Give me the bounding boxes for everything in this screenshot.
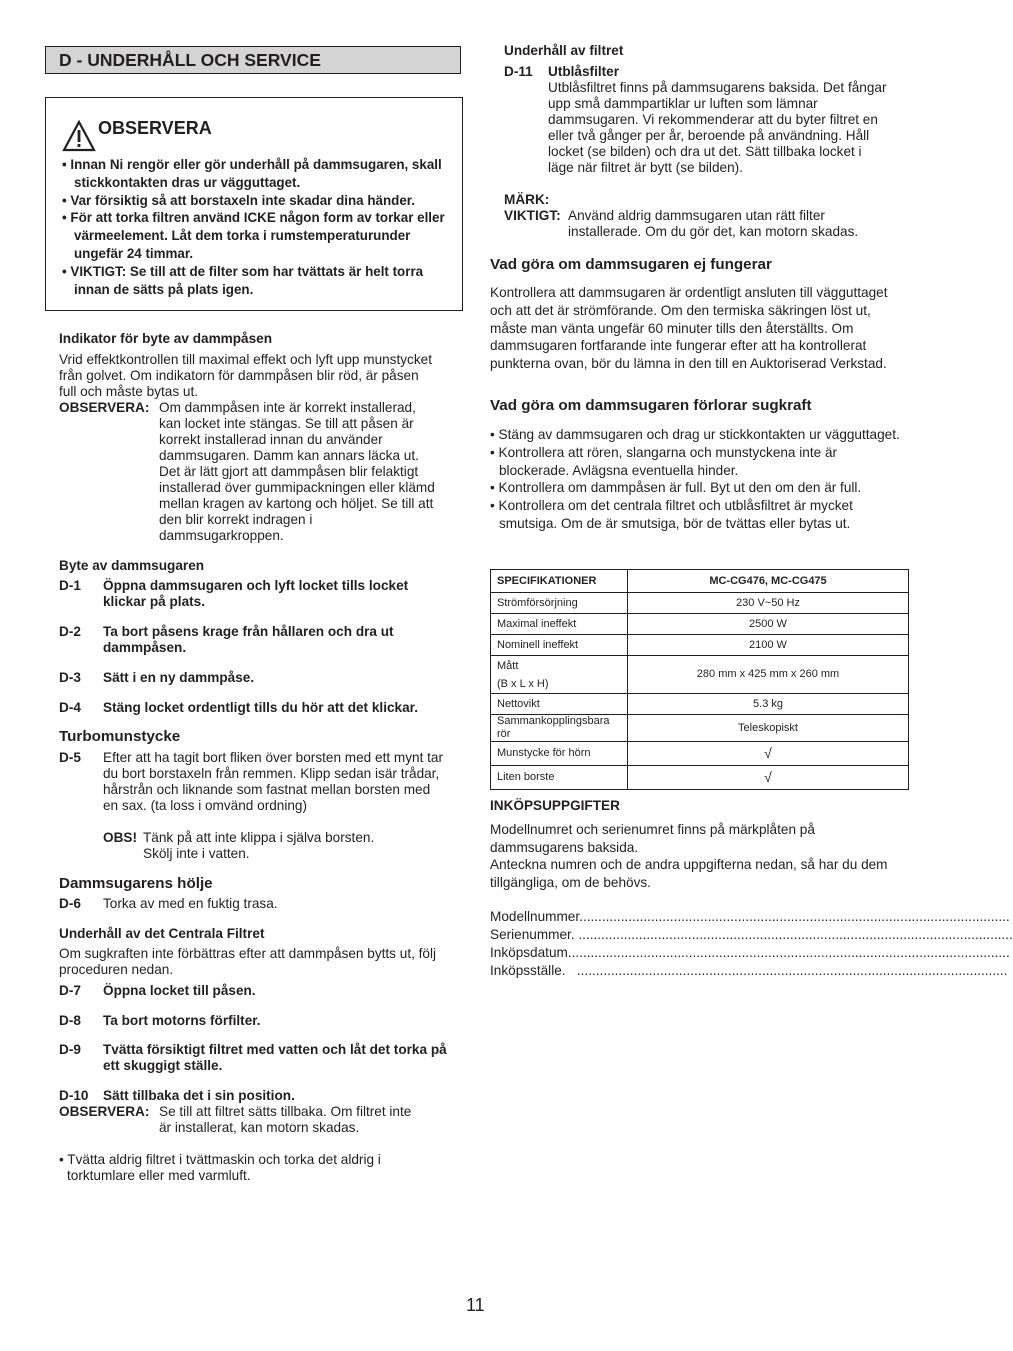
obs-label: OBS! [103,830,137,845]
step-number: D-11 [504,64,533,79]
model-number-field[interactable]: Modellnummer.................................................................................................................. [490,909,1010,924]
filter-heading: Underhåll av filtret [504,43,624,58]
indicator-heading: Indikator för byte av dammpåsen [59,331,273,346]
spec-header-label: SPECIFIKATIONER [491,570,628,593]
step-text: Ta bort påsens krage från hållaren och dra ut dammpåsen. [103,624,394,655]
spec-label-line: (B x L x H) [497,677,549,690]
spec-label: Liten borste [491,766,628,790]
step-number: D-9 [59,1042,81,1057]
obs-text: Tänk på att inte klippa i själva borsten. Skölj inte i vatten. [143,830,375,861]
suction-item: • Kontrollera om dammpåsen är full. Byt ut den om den är full. [490,480,862,496]
step-text: Öppna locket till påsen. [103,983,256,998]
step-text: Öppna dammsugaren och lyft locket tills locket klickar på plats. [103,578,409,609]
indicator-text: Vrid effektkontrollen till maximal effekt och lyft upp munstycket från golvet. Om indikatorn för dammpåsen blir röd, är påsen full och måste bytas ut. [59,352,432,399]
spec-row [491,656,909,694]
important-text-content: Använd aldrig dammsugaren utan rätt filter installerade. Om du gör det, kan motorn skadas. [568,208,859,239]
note-text: Se till att filtret sätts tillbaka. Om filtret inte är installerat, kan motorn skadas. [159,1104,412,1135]
turbo-heading: Turbomunstycke [59,728,181,745]
step-text: Stäng locket ordentligt tills du hör att det klickar. [103,700,418,715]
step-d9 [59,1042,454,1076]
spec-value: 5.3 kg [628,694,909,715]
step-number: D-10 [59,1088,89,1103]
spec-value: √ [628,766,909,790]
spec-row [491,635,909,656]
suction-item: • Stäng av dammsugaren och drag ur stickkontakten ur vägguttaget. [490,427,900,442]
purchase-text-1: Modellnumret och serienumret finns på märkplåten på dammsugarens baksida. [490,822,815,855]
step-number: D-8 [59,1013,81,1028]
spec-label: Sammankopplingsbara rör [491,715,628,742]
spec-label: Nettovikt [491,694,628,715]
field-label: Inköpsdatum. [490,945,572,960]
spec-label-line: Mått [497,659,519,672]
spec-value: 280 mm x 425 mm x 260 mm [628,656,909,694]
spec-label [491,656,628,694]
spec-value: √ [628,742,909,766]
step-text: Utblåsfiltret finns på dammsugarens baksida. Det fångar upp små dammpartiklar ur luften som lämnar dammsugaren. Vi rekommenderar att du byter filtret en eller två gånger per år, beroende på användning. Håll locket (se bilden) och dra ut det. Sätt tillbaka locket i läge när filtret är bytt (se bilden). [548,80,887,175]
warning-list [62,156,454,298]
step-d3 [59,670,449,688]
suction-item: • Kontrollera om det centrala filtret och utblåsfiltret är mycket smutsiga. Om de är smutsiga, bör de tvättas eller bytas ut. [490,498,853,531]
suction-item: • Kontrollera att rören, slangarna och munstyckena inte är blockerade. Avlägsna eventuella hinder. [490,444,838,478]
purchase-date-field[interactable]: Inköpsdatum..................................................................................................................... [490,945,1010,960]
spec-row [491,742,909,766]
step-d6 [59,896,439,914]
step-text: Ta bort motorns förfilter. [103,1013,261,1028]
serial-number-field[interactable]: Serienummer. ................................................................................................................... [490,927,1013,942]
step-text: Tvätta försiktigt filtret med vatten och låt det torka på ett skuggigt ställe. [103,1042,447,1073]
spec-label: Maximal ineffekt [491,614,628,635]
spec-table [490,569,909,790]
note-label: OBSERVERA: [59,1104,150,1119]
spec-row [491,593,909,614]
note-text: Om dammpåsen inte är korrekt installerad, kan locket inte stängas. Se till att påsen är korrekt installerad innan du använder dammsugaren. Damm kan annars läcka ut. Det är lätt gjort att dammpåsen blir felaktigt installerad över gummipackningen eller klämd mellan kragen av kartong och höljet. Se till att den blir korrekt indragen i dammsugarkroppen. [159,400,435,543]
step-d4 [59,700,449,718]
warning-box [45,97,463,311]
step-text: Torka av med en fuktig trasa. [103,896,278,911]
step-d5 [59,750,459,864]
mark-label: MÄRK: [504,192,550,207]
central-filter-note [59,1104,439,1152]
spec-header-row [491,570,909,593]
step-text: Sätt i en ny dammpåse. [103,670,255,685]
suction-loss-list [490,426,900,533]
step-d8 [59,1013,449,1031]
step-d7 [59,983,449,1001]
warning-triangle-icon [62,120,96,152]
field-label: Inköpsställe. [490,963,566,978]
spec-value: 2500 W [628,614,909,635]
step-d1 [59,578,449,612]
spec-label: Strömförsörjning [491,593,628,614]
spec-row [491,766,909,790]
step-number: D-4 [59,700,81,715]
warning-item: • För att torka filtren använd ICKE någon form av torkar eller värmeelement. Låt dem torka i rumstemperaturunder ungefär 24 timmar. [62,210,445,261]
warning-heading-text: OBSERVERA [98,118,212,138]
important-note [504,208,904,242]
step-number: D-6 [59,896,81,911]
warning-heading [62,104,212,152]
page-number: 11 [466,1295,485,1315]
step-number: D-1 [59,578,81,593]
purchase-heading: INKÖPSUPPGIFTER [490,798,620,813]
purchase-place-field[interactable]: Inköpsställe. .................................................................................................................. [490,963,1008,978]
note-label: OBSERVERA: [59,400,150,415]
step-number: D-7 [59,983,81,998]
warning-item: • VIKTIGT: Se till att de filter som har tvättats är helt torra innan de sätts på plats igen. [62,263,424,297]
not-working-heading: Vad göra om dammsugaren ej fungerar [490,256,772,273]
step-d11 [504,64,904,176]
housing-heading: Dammsugarens hölje [59,875,213,892]
field-label: Modellnummer. [490,909,583,924]
central-filter-bullet: • Tvätta aldrig filtret i tvättmaskin och torka det aldrig i torktumlare eller med varmluft. [59,1152,381,1183]
step-number: D-5 [59,750,81,765]
warning-item: • Innan Ni rengör eller gör underhåll på dammsugaren, skall stickkontakten dras ur vägguttaget. [62,157,442,190]
spec-row [491,694,909,715]
purchase-text-2: Anteckna numren och de andra uppgifterna nedan, så har du dem tillgängliga, om de behövs. [490,857,888,890]
field-label: Serienummer. [490,927,575,942]
step-d2 [59,624,449,658]
step-number: D-2 [59,624,81,639]
important-label: VIKTIGT: [504,208,561,223]
step-subheading: Utblåsfilter [548,64,620,79]
spec-row [491,715,909,742]
spec-header-models: MC-CG476, MC-CG475 [628,570,909,593]
warning-item: • Var försiktig så att borstaxeln inte skadar dina händer. [62,192,415,208]
page-title: D - UNDERHÅLL OCH SERVICE [45,46,461,74]
spec-label: Munstycke för hörn [491,742,628,766]
spec-value: 230 V~50 Hz [628,593,909,614]
spec-label: Nominell ineffekt [491,635,628,656]
important-text [568,208,884,240]
spec-value: 2100 W [628,635,909,656]
spec-row [491,614,909,635]
not-working-text: Kontrollera att dammsugaren är ordentligt ansluten till vägguttaget och att det är strömförande. Om den termiska säkringen löst ut, måste man vänta ungefär 60 minuter tills den återställts. Om dammsugaren fortfarande inte fungerar efter att ha kontrollerat punkterna ovan, bör du lämna in den till en Auktoriserad Verkstad. [490,285,888,372]
suction-loss-heading: Vad göra om dammsugaren förlorar sugkraft [490,397,812,414]
central-filter-intro: Om sugkraften inte förbättras efter att dammpåsen bytts ut, följ proceduren nedan. [59,946,437,977]
step-text: Sätt tillbaka det i sin position. [103,1088,295,1103]
bag-change-heading: Byte av dammsugaren [59,558,205,573]
central-filter-heading: Underhåll av det Centrala Filtret [59,926,265,941]
indicator-note [59,400,439,544]
step-text: Efter att ha tagit bort fliken över borsten med ett mynt tar du bort borstaxeln från remmen. Klipp sedan isär trådar, hårstrån och liknande som fastnat mellan borsten med en sax. (ta loss i omvänd ordning) [103,750,444,813]
step-number: D-3 [59,670,81,685]
spec-value: Teleskopiskt [628,715,909,742]
